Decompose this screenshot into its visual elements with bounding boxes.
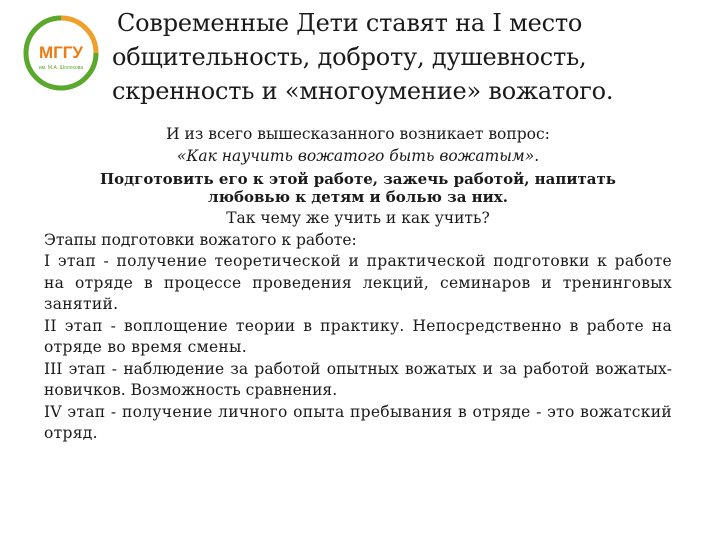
question-intro: И из всего вышесказанного возникает вопрос: — [166, 125, 550, 143]
stage-3: III этап - наблюдение за работой опытных вожатых и за работой вожатых-новичков. Возможность сравнения. — [44, 359, 672, 399]
emphasis-line-2: любовью к детям и болью за них. — [208, 188, 508, 206]
title-line-3: скренность и «многоумение» вожатого. — [112, 77, 614, 105]
stages-heading: Этапы подготовки вожатого к работе: — [44, 230, 357, 249]
question-quote: «Как научить вожатого быть вожатым». — [176, 146, 540, 165]
slide-title — [112, 6, 712, 108]
svg-text:им. М.А. Шолохова: им. М.А. Шолохова — [38, 65, 84, 71]
svg-text:МГГУ: МГГУ — [38, 43, 84, 62]
stage-4: IV этап - получение личного опыта пребывания в отряде - это вожатский отряд. — [44, 402, 672, 442]
slide-body — [44, 124, 672, 445]
stage-1: I этап - получение теоретической и практической подготовки к работе на отряде в процессе проведения лекций, семинаров и тренинговых занятий. — [44, 252, 672, 313]
title-line-2: общительность, доброту, душевность, — [112, 43, 587, 71]
university-logo — [22, 14, 100, 92]
stage-2: II этап - воплощение теории в практику. Непосредственно в работе на отряде во время смены. — [44, 316, 672, 356]
emphasis-line-1: Подготовить его к этой работе, зажечь работой, напитать — [100, 170, 616, 188]
question-how: Так чему же учить и как учить? — [226, 209, 490, 227]
emphasis-text — [44, 170, 672, 206]
title-line-1: Современные Дети ставят на I место — [117, 9, 583, 37]
